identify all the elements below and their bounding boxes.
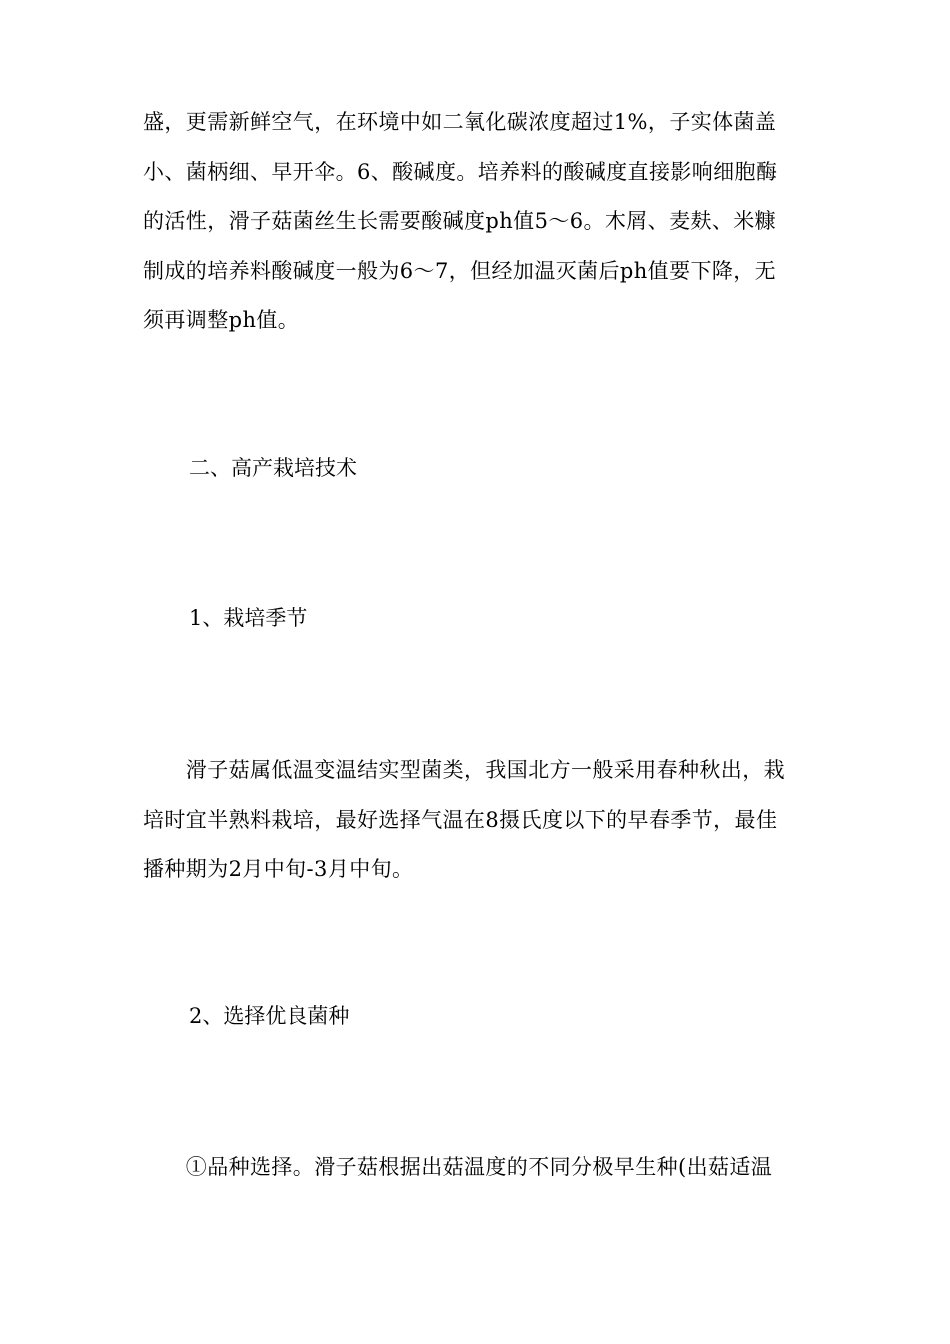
subheading-select-strain: 2、选择优良菌种 <box>189 1004 350 1028</box>
text-line: 盛，更需新鲜空气，在环境中如二氧化碳浓度超过1%，子实体菌盖 <box>143 110 777 134</box>
text-line: 须再调整ph值。 <box>143 308 300 332</box>
paragraph-cultivation-season <box>143 746 811 895</box>
text-line: ①品种选择。滑子菇根据出菇温度的不同分极早生种(出菇适温 <box>143 1155 773 1179</box>
subheading-cultivation-season: 1、栽培季节 <box>189 606 308 630</box>
section-heading-cultivation-technique: 二、高产栽培技术 <box>189 456 357 480</box>
text-line: 播种期为2月中旬-3月中旬。 <box>143 857 414 881</box>
paragraph-strain-selection <box>143 1143 811 1193</box>
text-line: 滑子菇属低温变温结实型菌类，我国北方一般采用春种秋出，栽 <box>143 758 785 782</box>
paragraph-environment-ph <box>143 98 811 346</box>
text-line: 小、菌柄细、早开伞。6、酸碱度。培养料的酸碱度直接影响细胞酶 <box>143 159 778 184</box>
text-line: 的活性，滑子菇菌丝生长需要酸碱度ph值5～6。木屑、麦麸、米糠 <box>143 209 777 233</box>
text-line: 制成的培养料酸碱度一般为6～7，但经加温灭菌后ph值要下降，无 <box>143 258 777 283</box>
text-line: 培时宜半熟料栽培，最好选择气温在8摄氏度以下的早春季节，最佳 <box>143 807 778 832</box>
